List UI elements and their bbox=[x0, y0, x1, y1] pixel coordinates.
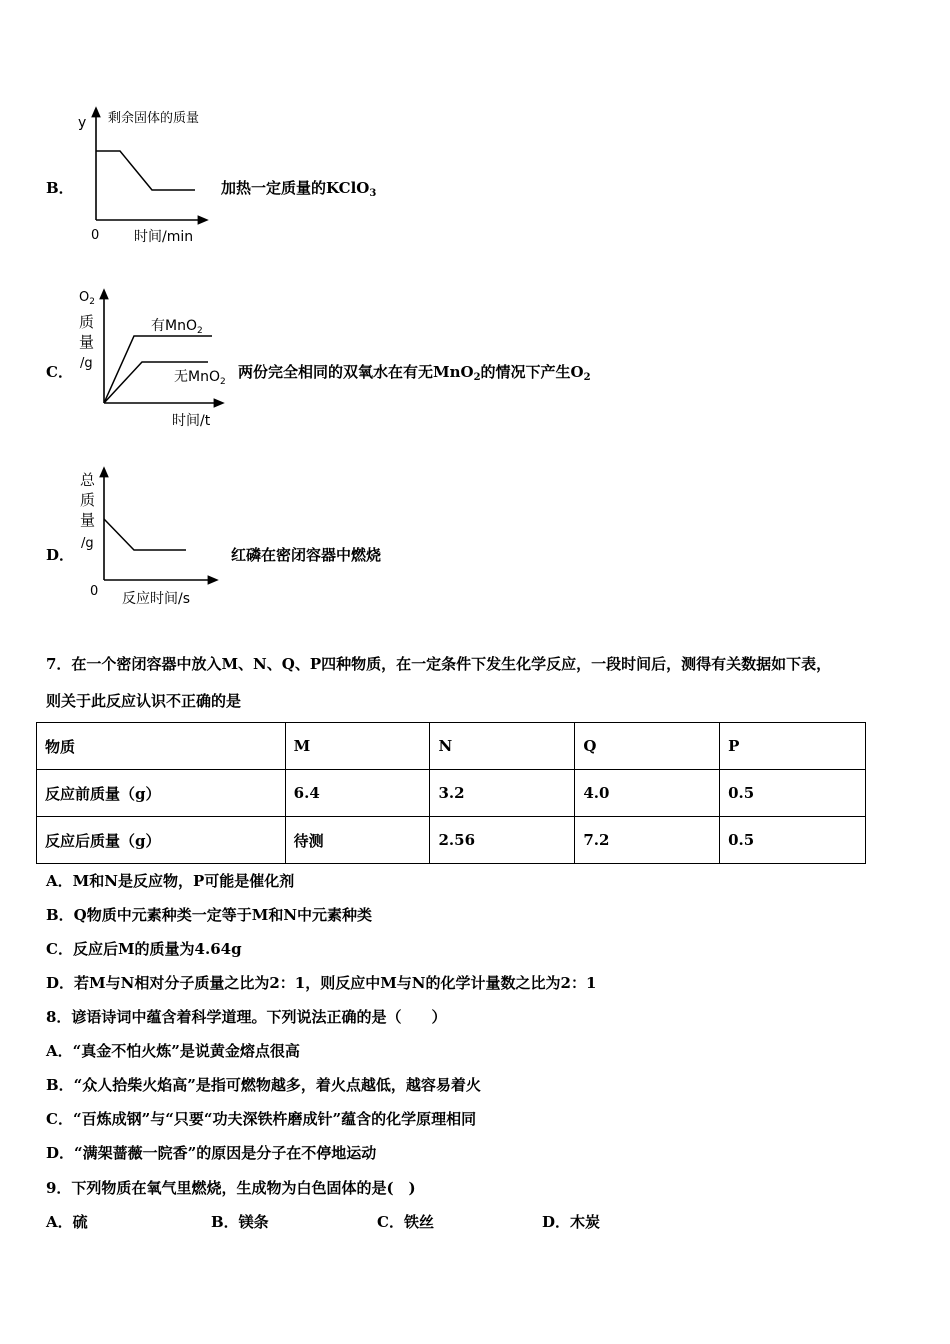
table-cell: 0.5 bbox=[720, 817, 866, 864]
table-header-cell: N bbox=[430, 723, 575, 770]
option-c-label: C． bbox=[46, 363, 73, 381]
q8-option-a[interactable]: A．“真金不怕火炼”是说黄金熔点很高 bbox=[46, 1042, 300, 1060]
graph-c-y-caption-1: $O_2$ bbox=[79, 290, 95, 307]
graph-b-curve bbox=[96, 151, 195, 190]
graph-b-y-caption: 剩余固体的质量 bbox=[108, 111, 200, 126]
table-cell: 0.5 bbox=[720, 770, 866, 817]
q9-option-d[interactable]: D．木炭 bbox=[542, 1213, 601, 1231]
q7-option-b[interactable]: B．Q物质中元素种类一定等于M和N中元素种类 bbox=[46, 906, 373, 924]
graph-c-x-caption: 时间/t bbox=[172, 413, 211, 429]
table-cell: 2.56 bbox=[430, 817, 575, 864]
graph-c-curve-lower-label: 无MnO$_2$ bbox=[174, 369, 226, 387]
table-cell: 7.2 bbox=[575, 817, 720, 864]
graph-b-x-caption: 时间/min bbox=[134, 229, 194, 245]
q7-option-a[interactable]: A．M和N是反应物，P可能是催化剂 bbox=[46, 872, 295, 890]
q7-stem-line2: 则关于此反应认识不正确的是 bbox=[46, 692, 242, 710]
option-d-label: D． bbox=[46, 546, 75, 564]
graph-c-y-caption-4: /g bbox=[80, 356, 93, 371]
q9-option-a[interactable]: A．硫 bbox=[46, 1213, 88, 1231]
table-row bbox=[37, 770, 866, 817]
table-cell: 待测 bbox=[285, 817, 430, 864]
q8-option-c[interactable]: C．“百炼成钢”与“只要“功夫深铁杵磨成针”蕴含的化学原理相同 bbox=[46, 1110, 477, 1128]
q9-option-c[interactable]: C．铁丝 bbox=[377, 1213, 434, 1231]
graph-d-figure bbox=[70, 465, 230, 615]
graph-b-y-label: y bbox=[78, 115, 87, 131]
table-header-cell: 物质 bbox=[37, 723, 286, 770]
graph-d-y-caption-2: 质 bbox=[80, 491, 96, 509]
graph-b-description: 加热一定质量的KClO$_3$ bbox=[221, 179, 377, 199]
q8-option-b[interactable]: B．“众人拾柴火焰高”是指可燃物越多，着火点越低，越容易着火 bbox=[46, 1076, 481, 1094]
table-header-cell: P bbox=[720, 723, 866, 770]
table-row bbox=[37, 817, 866, 864]
table-header-cell: M bbox=[285, 723, 430, 770]
table-cell: 4.0 bbox=[575, 770, 720, 817]
q7-option-d[interactable]: D．若M与N相对分子质量之比为2：1，则反应中M与N的化学计量数之比为2：1 bbox=[46, 974, 597, 992]
table-cell: 反应前质量（g） bbox=[37, 770, 286, 817]
graph-c-y-caption-2: 质 bbox=[79, 313, 95, 331]
q7-stem-line1: 7．在一个密闭容器中放入M、N、Q、P四种物质，在一定条件下发生化学反应，一段时间后，测得有关数据如下表， bbox=[46, 655, 832, 673]
graph-c-y-caption-3: 量 bbox=[79, 333, 95, 351]
q9-option-b[interactable]: B．镁条 bbox=[211, 1213, 269, 1231]
table-header-row bbox=[37, 723, 866, 770]
option-b-label: B． bbox=[46, 179, 74, 197]
table-cell: 3.2 bbox=[430, 770, 575, 817]
graph-d-description: 红磷在密闭容器中燃烧 bbox=[231, 546, 382, 564]
graph-d-origin: 0 bbox=[90, 584, 99, 599]
q9-stem: 9．下列物质在氧气里燃烧，生成物为白色固体的是( ) bbox=[46, 1179, 416, 1197]
table-cell: 反应后质量（g） bbox=[37, 817, 286, 864]
graph-c-figure bbox=[70, 285, 240, 435]
graph-d-y-caption-3: 量 bbox=[80, 511, 96, 529]
graph-d-y-caption-4: /g bbox=[81, 536, 94, 551]
q8-option-d[interactable]: D．“满架蔷薇一院香”的原因是分子在不停地运动 bbox=[46, 1144, 377, 1162]
table-cell: 6.4 bbox=[285, 770, 430, 817]
graph-c-curve-upper-label: 有MnO$_2$ bbox=[151, 318, 203, 336]
table-header-cell: Q bbox=[575, 723, 720, 770]
graph-d-y-caption-1: 总 bbox=[80, 471, 96, 489]
graph-d-x-caption: 反应时间/s bbox=[122, 591, 191, 607]
q7-option-c[interactable]: C．反应后M的质量为4.64g bbox=[46, 940, 242, 958]
graph-c-description: 两份完全相同的双氧水在有无MnO$_2$的情况下产生$O_2$ bbox=[238, 363, 591, 383]
q8-stem: 8．谚语诗词中蕴含着科学道理。下列说法正确的是（ ） bbox=[46, 1008, 447, 1026]
graph-b-origin: 0 bbox=[91, 228, 100, 243]
graph-b-figure bbox=[70, 105, 230, 250]
q7-data-table bbox=[36, 722, 866, 864]
graph-d-curve bbox=[104, 519, 186, 550]
